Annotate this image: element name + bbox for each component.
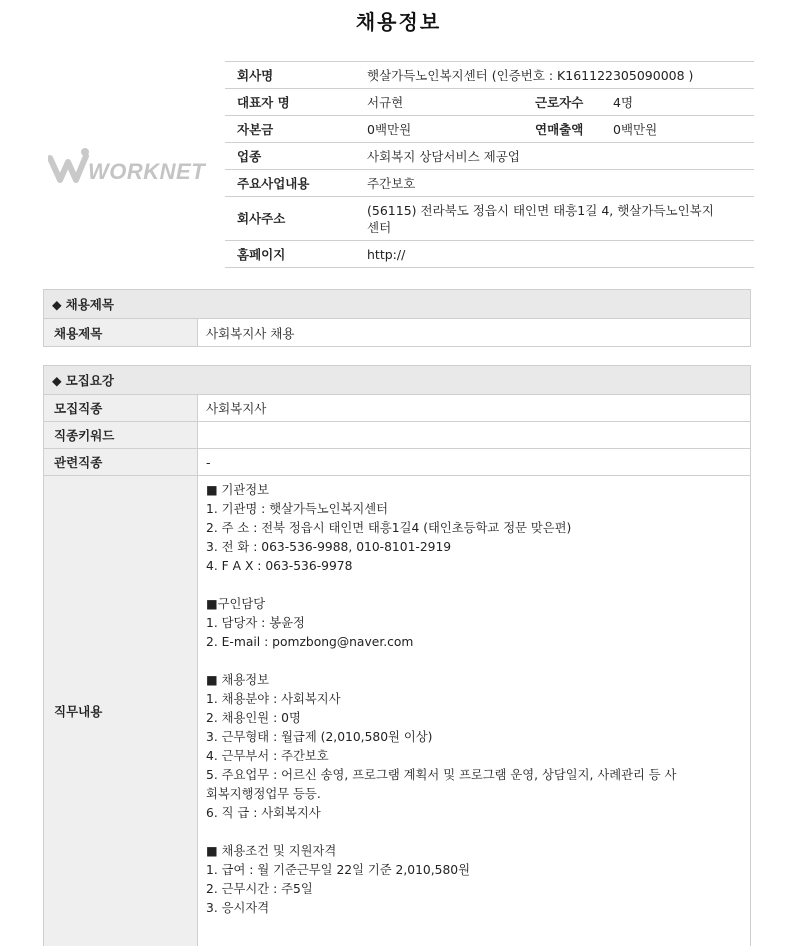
duty-line: 4. 근무부서 : 주간보호: [206, 749, 329, 763]
worknet-logo-text: WORKNET: [88, 159, 206, 184]
duty-line: 4. F A X : 063-536-9978: [206, 559, 353, 573]
recruit-section: [43, 365, 751, 946]
duty-line: 5. 주요업무 : 어르신 송영, 프로그램 계획서 및 프로그램 운영, 상담일지, 사례관리 등 사: [206, 768, 677, 782]
related-job-row: [44, 449, 750, 476]
duty-content: [198, 476, 750, 946]
duty-label: 직무내용: [44, 476, 198, 946]
duty-line: 2. 채용인원 : 0명: [206, 711, 301, 725]
duty-line: 1. 담당자 : 봉윤정: [206, 616, 305, 630]
duty-line: 3. 전 화 : 063-536-9988, 010-8101-2919: [206, 540, 452, 554]
duty-line: ■구인담당: [206, 597, 266, 611]
company-row-name: [225, 62, 754, 89]
company-row-homepage: [225, 241, 754, 268]
job-keyword-label: 직종키워드: [44, 422, 198, 448]
capital-label: 자본금: [225, 116, 355, 143]
company-row-ceo: [225, 89, 754, 116]
recruit-section-header: [44, 366, 750, 395]
ceo-value: 서규현: [355, 89, 523, 116]
industry-label: 업종: [225, 143, 355, 170]
sales-label: 연매출액: [523, 116, 601, 143]
sales-value: 0백만원: [601, 116, 754, 143]
duty-line: 3. 근무형태 : 월급제 (2,010,580원 이상): [206, 730, 433, 744]
duty-line: 2. 주 소 : 전북 정읍시 태인면 태흥1길4 (태인초등학교 정문 맞은편): [206, 521, 572, 535]
duty-line: 1. 채용분야 : 사회복지사: [206, 692, 341, 706]
worknet-logo-mark: [48, 146, 208, 186]
job-title-section-heading: 채용제목: [65, 297, 114, 312]
address-value: [355, 197, 754, 241]
company-row-address: [225, 197, 754, 241]
company-row-business: [225, 170, 754, 197]
duty-line: 1. 급여 : 월 기준근무일 22일 기준 2,010,580원: [206, 863, 471, 877]
company-name-value: 햇살가득노인복지센터 (인증번호 : K161122305090008 ): [355, 62, 754, 89]
industry-value: 사회복지 상담서비스 제공업: [355, 143, 754, 170]
job-type-label: 모집직종: [44, 395, 198, 421]
job-type-row: [44, 395, 750, 422]
job-keyword-value: [198, 422, 750, 448]
job-title-section: [43, 289, 751, 347]
duty-line: 6. 직 급 : 사회복지사: [206, 806, 321, 820]
business-label: 주요사업내용: [225, 170, 355, 197]
workers-value: 4명: [601, 89, 754, 116]
duty-row: [44, 476, 750, 946]
business-value: 주간보호: [355, 170, 754, 197]
company-name-label: 회사명: [225, 62, 355, 89]
duty-line: ■ 채용조건 및 지원자격: [206, 844, 337, 858]
ceo-label: 대표자 명: [225, 89, 355, 116]
job-title-section-header: [44, 290, 750, 319]
worknet-logo: [48, 146, 208, 186]
homepage-label: 홈페이지: [225, 241, 355, 268]
job-title-value: 사회복지사 채용: [206, 325, 295, 341]
duty-line: 3. 응시자격: [206, 901, 270, 915]
diamond-icon: ◆: [52, 373, 62, 388]
diamond-icon: ◆: [52, 297, 62, 312]
address-line-1: (56115) 전라북도 정읍시 태인면 태흥1길 4, 햇살가득노인복지: [367, 202, 714, 218]
homepage-link[interactable]: http://: [355, 241, 754, 268]
address-line-2: 센터: [367, 219, 392, 235]
job-title-label: 채용제목: [44, 319, 198, 346]
address-label: 회사주소: [225, 197, 355, 241]
job-type-value: 사회복지사: [206, 401, 267, 416]
duty-blank-line: [206, 652, 750, 671]
duty-line: ■ 기관정보: [206, 483, 270, 497]
duty-line: 1. 기관명 : 햇살가득노인복지센터: [206, 502, 389, 516]
duty-line: 2. 근무시간 : 주5일: [206, 882, 313, 896]
duty-line: 2. E-mail : pomzbong@naver.com: [206, 635, 414, 649]
duty-line: 회복지행정업무 등등.: [206, 787, 321, 801]
workers-label: 근로자수: [523, 89, 601, 116]
company-info-table: [225, 61, 754, 268]
job-keyword-row: [44, 422, 750, 449]
company-row-industry: [225, 143, 754, 170]
company-row-capital: [225, 116, 754, 143]
duty-line: ■ 채용정보: [206, 673, 270, 687]
related-job-label: 관련직종: [44, 449, 198, 475]
related-job-value: -: [206, 454, 211, 470]
capital-value: 0백만원: [355, 116, 523, 143]
recruit-section-heading: 모집요강: [65, 373, 114, 388]
job-title-row: [44, 319, 750, 346]
duty-blank-line: [206, 823, 750, 842]
duty-blank-line: [206, 576, 750, 595]
page-title: 채용정보: [355, 10, 442, 34]
